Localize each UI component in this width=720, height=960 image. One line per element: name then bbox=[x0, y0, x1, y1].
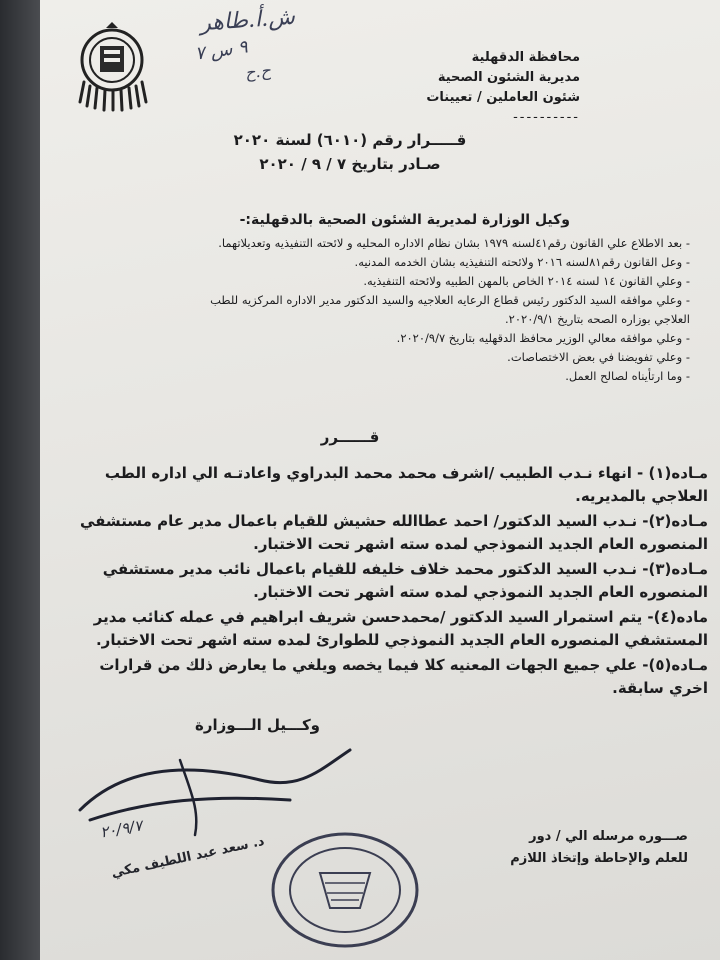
article-item: مـاده(١) - انهاء نـدب الطبيب /اشرف محمد محمد البدراوي واعادتـه الي اداره الطب العلاجي بالمديريه. bbox=[104, 464, 708, 505]
decision-title bbox=[210, 128, 490, 176]
governorate-name: محافظة الدقهلية bbox=[471, 50, 580, 65]
signature-date: ٢٠/٩/٧ bbox=[98, 816, 144, 842]
recital-item: العلاجي بوزاره الصحه بتاريخ ٢٠٢٠/٩/١. bbox=[505, 312, 690, 326]
issuing-authority: وكيل الوزارة لمديرية الشئون الصحية بالدقهلية:- bbox=[239, 212, 570, 228]
article-item: مـاده(٥)- علي جميع الجهات المعنيه كلا فيما يخصه ويلغي ما يعارض ذلك من قرارات اخري سابقة. bbox=[99, 656, 708, 697]
recital-item: - بعد الاطلاع علي القانون رقم٤١لسنه ١٩٧٩ بشان نظام الاداره المحليه و لائحته التنفيذيه وتعديلاتهما. bbox=[218, 236, 690, 250]
handwritten-note: ٩ س ٧ bbox=[193, 36, 249, 65]
copy-purpose-line: للعلم والإحاطة وإتخاذ اللازم bbox=[510, 851, 688, 866]
header-divider: ---------- bbox=[513, 110, 580, 125]
recital-item: - وعل القانون رقم٨١لسنه ٢٠١٦ ولائحته التنفيذيه بشان الخدمه المدنيه. bbox=[354, 255, 690, 269]
handwritten-note: ح.ح bbox=[244, 60, 272, 83]
recital-item: - وعلي موافقه السيد الدكتور رئيس قطاع الرعايه العلاجيه والسيد الدكتور مدير الاداره المركزيه للطب bbox=[210, 293, 690, 307]
official-seal-icon bbox=[265, 828, 425, 953]
article-item: ماده(٤)- يتم استمرار السيد الدكتور /محمدحسن شريف ابراهيم في عمله كنائب مدير المستشفي المنصوره العام الجديد النموذجي للطوارئ لمده سته اشهر تحت الاختبار. bbox=[93, 608, 708, 649]
recital-item: - وعلي موافقه معالي الوزير محافظ الدقهليه بتاريخ ٢٠٢٠/٩/٧. bbox=[396, 331, 690, 345]
handwritten-note: ش.أ.طاهر bbox=[199, 4, 296, 37]
recitals-list bbox=[130, 234, 690, 386]
recital-item: - وعلي القانون ١٤ لسنه ٢٠١٤ الخاص بالمهن الطبيه ولائحته التنفيذيه. bbox=[363, 274, 690, 288]
copy-to-line: صـــوره مرسله الي / دور bbox=[529, 829, 688, 844]
decision-date: صـادر بتاريخ ٧ / ٩ / ٢٠٢٠ bbox=[259, 155, 441, 173]
decree-document bbox=[40, 0, 720, 960]
undersecretary-title: وكـــيل الـــوزارة bbox=[195, 716, 320, 734]
page-edge-shadow bbox=[0, 0, 40, 960]
recital-item: - وما ارتأيناه لصالح العمل. bbox=[565, 369, 690, 383]
directorate-name: مديرية الشئون الصحية bbox=[437, 70, 580, 85]
decides-heading: قــــــرر bbox=[320, 428, 380, 446]
article-item: مـاده(٢)- نـدب السيد الدكتور/ احمد عطاالله حشيش للقيام باعمال مدير عام مستشفي المنصوره العام الجديد النموذجي لمده سته اشهر تحت الاختبار. bbox=[79, 512, 708, 553]
articles-list bbox=[68, 462, 708, 702]
department-name: شئون العاملين / تعيينات bbox=[426, 90, 580, 105]
article-item: مـاده(٣)- نـدب السيد الدكتور محمد خلاف خليفه للقيام باعمال نائب مدير مستشفي المنصوره العام الجديد النموذجي لمده سته اشهر تحت الاختبار. bbox=[102, 560, 708, 601]
recital-item: - وعلي تفويضنا في بعض الاختصاصات. bbox=[507, 350, 690, 364]
decision-number: قـــــرار رقم (٦٠١٠) لسنة ٢٠٢٠ bbox=[233, 131, 467, 149]
letterhead bbox=[426, 48, 580, 128]
copy-distribution bbox=[510, 826, 688, 870]
signer-name: د. سعد عبد اللطيف مكي bbox=[110, 833, 266, 882]
ministry-emblem-icon bbox=[70, 22, 155, 112]
